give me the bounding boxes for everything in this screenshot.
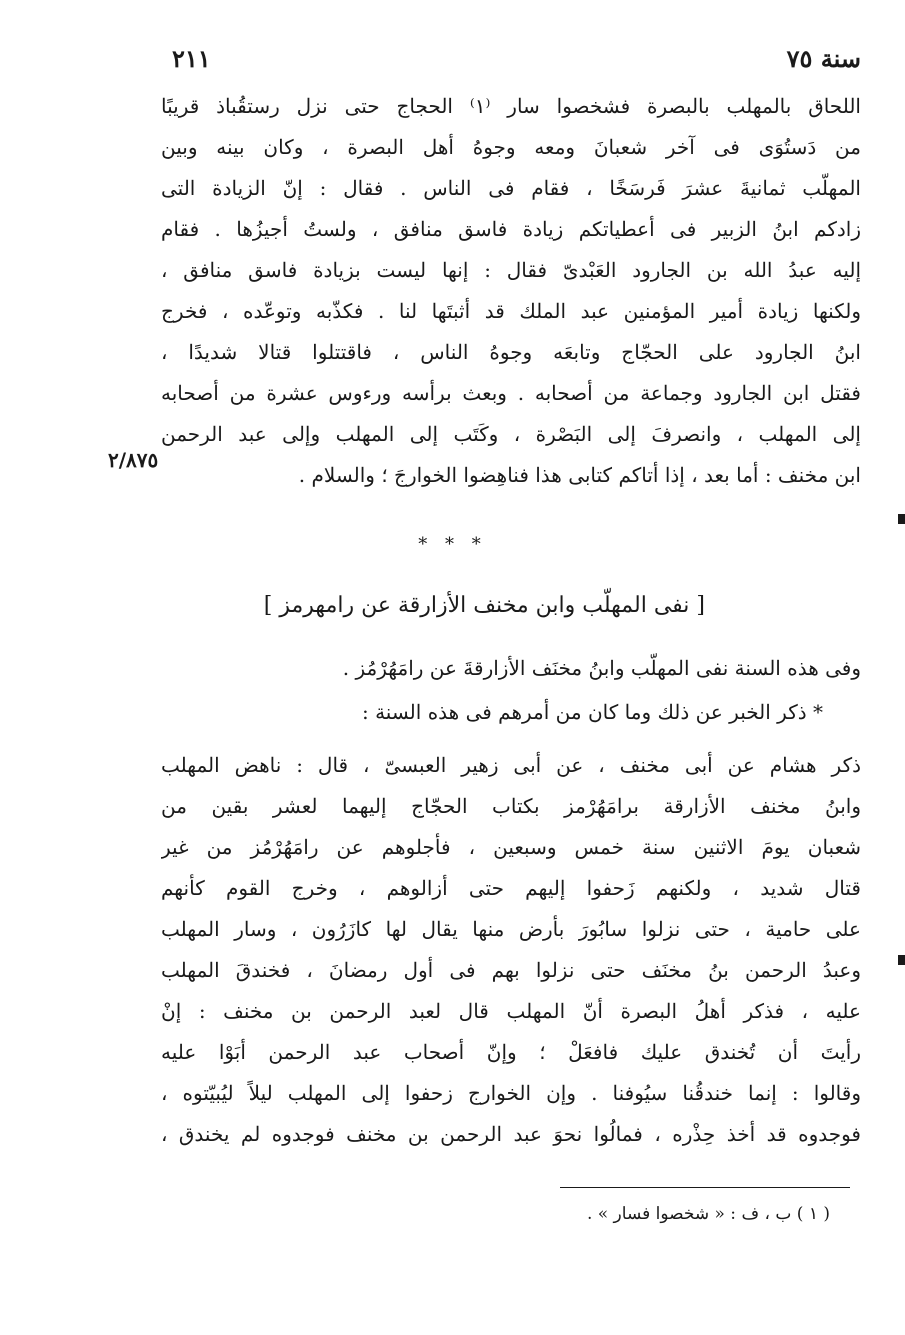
marginal-reference: ٢/٨٧٥ <box>108 448 159 472</box>
text-line: عليه ، فذكر أهلُ البصرة أنّ المهلب قال لعبد الرحمن بن مخنف : إنْ <box>161 999 861 1023</box>
text-line: على حامية ، حتى نزلوا سابُورَ بأرض منها يقال لها كازَرُون ، وسار المهلب <box>161 917 861 941</box>
scan-edge-mark <box>898 514 905 524</box>
text-line: إلى المهلب ، وانصرفَ إلى البَصْرة ، وكَتَب إلى المهلب وإلى عبد الرحمن <box>161 422 861 446</box>
running-header-year: سنة ٧٥ <box>786 44 861 73</box>
section-heading: [ نفى المهلّب وابن مخنف الأزارقة عن رامهرمز ] <box>263 593 705 618</box>
text-line: وعبدُ الرحمن بنُ مخنَف حتى نزلوا بهم فى أول رمضانَ ، فخندقَ المهلب <box>161 958 861 982</box>
text-line: زادكم ابنُ الزبير فى أعطياتكم زيادة فاسق منافق ، ولستُ أجيزُها . فقام <box>161 217 861 241</box>
text-line: اللحاق بالمهلب بالبصرة فشخصوا سار ⁽١⁾ الحجاج حتى نزل رستقُباذ قريبًا <box>161 94 861 118</box>
text-line: إليه عبدُ الله بن الجارود العَبْدىّ فقال : إنها ليست بزيادة فاسق منافق ، <box>161 258 861 282</box>
footnote-rule <box>560 1187 850 1188</box>
intro-line: وفى هذه السنة نفى المهلّب وابنُ مخنَف الأزارقةَ عن رامَهُرْمُز . <box>342 656 861 680</box>
scan-edge-mark <box>898 955 905 965</box>
text-line: رأيتَ أن تُخندق عليك فافعَلْ ؛ وإنّ أصحاب عبد الرحمن أبَوْا عليه <box>161 1040 861 1064</box>
page-number: ٢١١ <box>172 44 211 73</box>
text-line: وابنُ مخنف الأزارقة برامَهُرْمز بكتاب الحجّاج إليهما لعشر بقين من <box>161 794 861 818</box>
text-line: ابنُ الجارود على الحجّاج وتابعَه وجوهُ الناس ، فاقتتلوا قتالا شديدًا ، <box>161 340 861 364</box>
footnote: ( ١ ) ب ، ف : « شخصوا فسار » . <box>586 1204 830 1224</box>
text-line: المهلّب ثمانيةَ عشرَ فَرسَخًا ، فقام فى الناس . فقال : إنّ الزيادة التى <box>161 176 861 200</box>
text-line: قتال شديد ، ولكنهم زَحفوا إليهم حتى أزالوهم ، وخرج القوم كأنهم <box>161 876 861 900</box>
text-line: فقتل ابن الجارود وجماعة من أصحابه . وبعث برأسه ورءوس عشرة من أصحابه <box>161 381 861 405</box>
text-line: فوجدوه قد أخذ حِذْره ، فمالُوا نحوَ عبد الرحمن بن مخنف فوجدوه لم يخندق ، <box>161 1122 861 1146</box>
paragraph-1 <box>161 86 861 496</box>
text-line: ولكنها زيادة أمير المؤمنين عبد الملك قد أثبتَها لنا . فكذّبه وتوعّده ، فخرج <box>161 299 861 323</box>
paragraph-2 <box>161 745 861 1155</box>
text-line: شعبان يومَ الاثنين سنة خمس وسبعين ، فأجلوهم عن رامَهُرْمُز من غير <box>161 835 861 859</box>
text-line: ذكر هشام عن أبى مخنف ، عن أبى زهير العبسىّ ، قال : ناهض المهلب <box>161 753 861 777</box>
text-line: وقالوا : إنما خندقُنا سيُوفنا . وإن الخوارج زحفوا إلى المهلب ليلاً ليُبيّتوه ، <box>161 1081 861 1105</box>
text-line: من دَستُوَى فى آخر شعبانَ ومعه وجوهُ أهل البصرة ، وكان بينه وبين <box>161 135 861 159</box>
intro-line: * ذكر الخبر عن ذلك وما كان من أمرهم فى هذه السنة : <box>361 700 823 724</box>
text-line: ابن مخنف : أما بعد ، إذا أتاكم كتابى هذا فناهِضوا الخوارجَ ؛ والسلام . <box>298 463 861 487</box>
section-separator: * * * <box>418 534 487 555</box>
